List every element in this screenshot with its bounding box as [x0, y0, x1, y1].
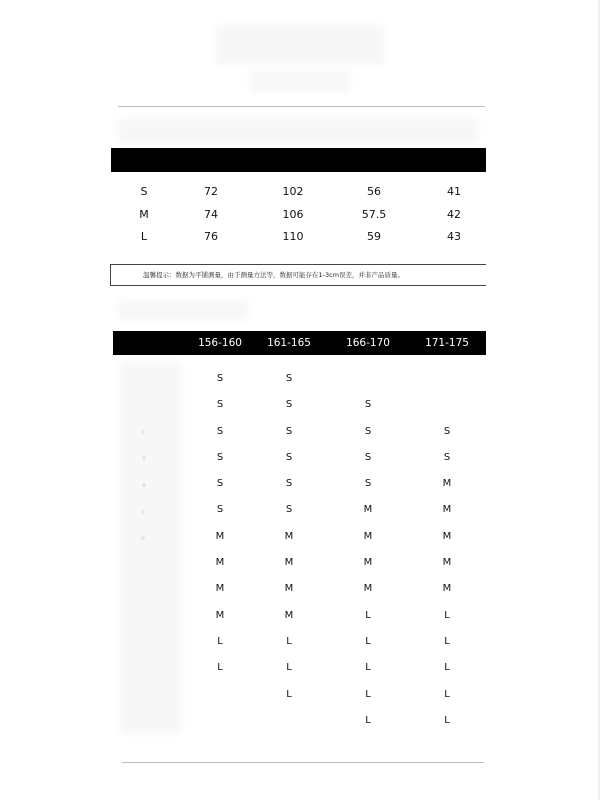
recommended-size-cell: L [286, 635, 292, 647]
recommended-size-cell: S [364, 451, 372, 463]
size-label: M [139, 207, 149, 221]
recommended-size-cell: L [365, 635, 371, 647]
recommended-size-cell: M [363, 504, 373, 516]
recommendation-row [113, 629, 486, 655]
recommended-size-cell: S [216, 399, 224, 411]
recommended-size-cell: M [442, 504, 452, 516]
size-cell: 43 [447, 230, 461, 243]
size-row [111, 180, 486, 203]
size-label: S [140, 185, 148, 198]
size-cell: 74 [204, 207, 218, 221]
recommended-size-cell: S [216, 451, 224, 463]
recommended-size-cell: M [363, 583, 373, 595]
recommendation-row [113, 708, 486, 734]
size-cell: 102 [282, 185, 304, 198]
recommended-size-cell: M [363, 557, 373, 569]
size-cell: 41 [447, 185, 461, 198]
recommended-size-cell: L [286, 662, 292, 674]
blurred-title [215, 25, 385, 65]
recommended-size-cell: M [442, 478, 452, 490]
recommended-size-cell: S [285, 399, 293, 411]
size-row [111, 225, 486, 248]
size-cell: 57.5 [361, 207, 387, 221]
height-col-2: 161-165 [267, 337, 311, 349]
size-row [111, 203, 486, 226]
recommendation-row [113, 550, 486, 576]
recommended-size-cell: L [444, 662, 450, 674]
recommended-size-cell: L [444, 635, 450, 647]
height-col-1: 156-160 [198, 337, 242, 349]
height-col-4: 171-175 [425, 337, 469, 349]
recommended-size-cell: M [442, 583, 452, 595]
recommended-size-cell: S [285, 478, 293, 490]
size-cell: 110 [282, 230, 304, 243]
height-col-3: 166-170 [346, 337, 390, 349]
recommended-size-cell: L [217, 662, 223, 674]
recommended-size-cell: L [365, 609, 371, 621]
measurement-note: 温馨提示：数据为平铺测量，由于测量方法等，数据可能存在1-3cm误差，并非产品质量。 [110, 264, 486, 286]
recommended-size-cell: L [365, 688, 371, 700]
recommended-size-cell: L [217, 635, 223, 647]
recommended-size-cell: S [364, 425, 372, 437]
size-table-header-bar [111, 148, 486, 172]
recommended-size-cell: M [215, 530, 225, 542]
size-cell: 72 [204, 185, 218, 198]
recommended-size-cell: L [444, 714, 450, 726]
recommendation-row [113, 682, 486, 708]
recommendation-table [113, 366, 486, 734]
size-cell: 42 [447, 207, 461, 221]
recommendation-row [113, 392, 486, 418]
recommended-size-cell: M [215, 583, 225, 595]
blurred-subtitle [250, 70, 350, 92]
recommended-size-cell: S [285, 425, 293, 437]
recommended-size-cell: M [215, 609, 225, 621]
blurred-header-labels [118, 118, 478, 144]
recommended-size-cell: L [444, 609, 450, 621]
recommended-size-cell: S [285, 373, 293, 384]
recommendation-row [113, 445, 486, 471]
recommended-size-cell: S [285, 451, 293, 463]
recommendation-row [113, 366, 486, 392]
recommended-size-cell: S [443, 425, 451, 437]
recommended-size-cell: M [284, 530, 294, 542]
recommended-size-cell: L [365, 714, 371, 726]
size-label: L [140, 230, 148, 243]
recommended-size-cell: M [442, 530, 452, 542]
recommended-size-cell: M [442, 557, 452, 569]
size-cell: 76 [204, 230, 218, 243]
recommended-size-cell: M [363, 530, 373, 542]
recommended-size-cell: S [364, 399, 372, 411]
recommended-size-cell: M [284, 583, 294, 595]
recommendation-row [113, 497, 486, 523]
recommended-size-cell: S [285, 504, 293, 516]
recommended-size-cell: S [216, 504, 224, 516]
recommendation-row [113, 576, 486, 602]
size-table [111, 180, 486, 248]
recommended-size-cell: M [215, 557, 225, 569]
recommendation-row [113, 655, 486, 681]
blurred-rec-title [118, 300, 248, 320]
recommended-size-cell: S [216, 478, 224, 490]
recommended-size-cell: L [444, 688, 450, 700]
recommendation-header-bar [113, 331, 486, 355]
recommended-size-cell: S [443, 451, 451, 463]
recommendation-row [113, 603, 486, 629]
top-divider [118, 106, 485, 107]
recommended-size-cell: L [365, 662, 371, 674]
size-cell: 59 [367, 230, 381, 243]
recommended-size-cell: M [284, 557, 294, 569]
size-cell: 106 [282, 207, 304, 221]
size-cell: 56 [367, 185, 381, 198]
recommended-size-cell: S [216, 425, 224, 437]
bottom-divider [122, 762, 484, 763]
recommended-size-cell: L [286, 688, 292, 700]
recommended-size-cell: S [364, 478, 372, 490]
recommended-size-cell: S [216, 373, 224, 384]
recommended-size-cell: M [284, 609, 294, 621]
recommendation-row [113, 419, 486, 445]
recommendation-row [113, 471, 486, 497]
recommendation-row [113, 524, 486, 550]
